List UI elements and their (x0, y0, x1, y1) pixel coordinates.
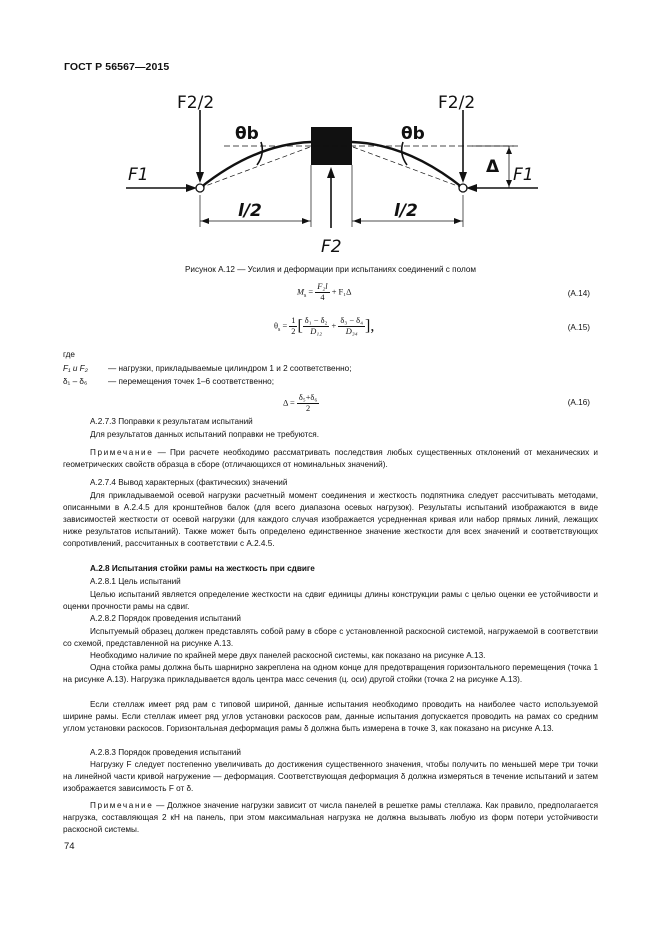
section-a28-heading: А.2.8 Испытания стойки рамы на жесткость при сдвиге (90, 564, 315, 573)
section-a283-heading: А.2.8.3 Порядок проведения испытаний (90, 748, 241, 757)
equation-a15: $\theta_s$ = $\frac{1}{2}$ [ $\frac{\text{δ₁ − δ₂}}{\text{D₁₂}}$ + $\frac{\text{δ₃ − δ₄}}{\text{D₃₄}}$ ], (274, 316, 375, 336)
label-l-half-right: l/2 (394, 201, 418, 221)
beam-arc-right (352, 142, 463, 188)
equation-number-a15: (А.15) (567, 323, 590, 332)
figure-caption: Рисунок А.12 — Усилия и деформации при испытаниях соединений с полом (184, 265, 477, 274)
label-f1-right: F1 (513, 165, 534, 185)
label-theta-right: θb (401, 124, 425, 144)
tangent-left (200, 147, 310, 188)
paragraph-a274: Для прикладываемой осевой нагрузки расчетный момент соединения и жесткость подпятника следует рассчитывать методами, описанными в А.2.4.5 для кронштейнов балок (для всего диапазона осевых нагрузок). Результаты испытаний изображаются в виде зависимостей жесткости от осевой нагрузки (для каждого случая изображается усредненная кривая или набор прямых линий, лежащих ниже результатов испытаний). Также может быть определено единственное значение жесткости для всех значений и соответствующих сопротивлений, рассчитанных в соответствии с А.2.4.5. (63, 491, 598, 548)
section-a281-heading: А.2.8.1 Цель испытаний (90, 577, 181, 586)
paragraph-a282-2: Необходимо наличие по крайней мере двух панелей раскосной системы, как показано на рисунке А.13. (90, 651, 486, 660)
where-item-2: δ₁ – δ₆ — перемещения точек 1–6 соответственно; (63, 377, 274, 386)
equation-number-a16: (А.16) (567, 398, 590, 407)
label-f2-bottom: F2 (321, 237, 342, 257)
pin-right (459, 184, 467, 192)
where-item-1: F₁ и F₂ — нагрузки, прикладываемые цилиндром 1 и 2 соответственно; (63, 364, 352, 373)
paragraph-a282-4: Если стеллаж имеет ряд рам с типовой шириной, данные испытания необходимо проводить на наиболее часто используемой ширине рамы. Если стеллаж имеет ряд углов установки раскосов рам, данные испытания допускается проводить на рамах со средним углом установки раскосов. Горизонтальная деформация рамы δ должна быть измерена в точке 3, как показано на рисунке А.13. (63, 700, 598, 733)
label-theta-left: θb (235, 124, 259, 144)
label-f1-left: F1 (128, 165, 149, 185)
pin-left (196, 184, 204, 192)
equation-number-a14: (А.14) (567, 289, 590, 298)
where-word: где (63, 350, 75, 359)
paragraph-a281: Целью испытаний является определение жесткости на сдвиг единицы длины конструкции рамы с целью оценки ее устойчивости и оценки прочности рамы на сдвиг. (63, 590, 598, 611)
page-number: 74 (64, 841, 75, 852)
paragraph-a282-1: Испытуемый образец должен представлять собой раму в сборе с установленной раскосной системой, нагружаемой в соответствии со схемой, представленной на рисунке А.13. (63, 627, 598, 648)
tangent-right (353, 147, 463, 188)
paragraph-a282-3: Одна стойка рамы должна быть шарнирно закреплена на одном конце для предотвращения горизонтального перемещения (точка 1 на рисунке А.13). Нагрузка прикладывается вдоль центра масс сечения (ц. оси) другой стойки (точка 2 на рисунке А.13). (63, 663, 598, 684)
paragraph-a283: Нагрузку F следует постепенно увеличивать до достижения существенного значения, чтобы получить по меньшей мере три точки на линейной части кривой нагружение — деформация. Соответствующая деформация δ должна измеряться в течение испытаний и затем изображается зависимость F от δ. (63, 760, 598, 793)
label-l-half-left: l/2 (238, 201, 262, 221)
note-2: Примечание — Должное значение нагрузки зависит от числа панелей в решетке рамы стеллажа. Как правило, предполагается нагрузка, составляющая 2 кН на панель, при этом максимальная нагрузка не должна вызывать любую из форм потери устойчивости раскосной системы. (63, 801, 598, 834)
arrow-f1-left (186, 184, 197, 192)
arrow-f2-right (459, 172, 467, 183)
arrow-f2-bottom (327, 167, 335, 178)
equation-a14: $M_s$ = $\frac{\text{F₂l}}{4}$ + F₁Δ (297, 282, 352, 302)
equation-a16: Δ = $\frac{\text{δ₅+δ₆}}{2}$ (283, 393, 318, 413)
label-f2-half-right: F2/2 (438, 93, 476, 113)
beam-arc-left (200, 142, 311, 188)
figure-a12 (120, 92, 540, 262)
arrow-f2-left (196, 172, 204, 183)
label-delta: Δ (486, 157, 500, 177)
label-f2-half-left: F2/2 (177, 93, 215, 113)
section-a274-heading: А.2.7.4 Вывод характерных (фактических) значений (90, 478, 288, 487)
document-id: ГОСТ Р 56567—2015 (64, 61, 170, 73)
section-a282-heading: А.2.8.2 Порядок проведения испытаний (90, 614, 241, 623)
note-1: Примечание — При расчете необходимо рассматривать последствия любых существенных отклонений от механических и геометрических свойств образца в сборе (отличающихся от номинальных значений). (63, 448, 598, 469)
section-a273-heading: А.2.7.3 Поправки к результатам испытаний (90, 417, 253, 426)
paragraph-a273: Для результатов данных испытаний поправки не требуются. (90, 430, 320, 439)
